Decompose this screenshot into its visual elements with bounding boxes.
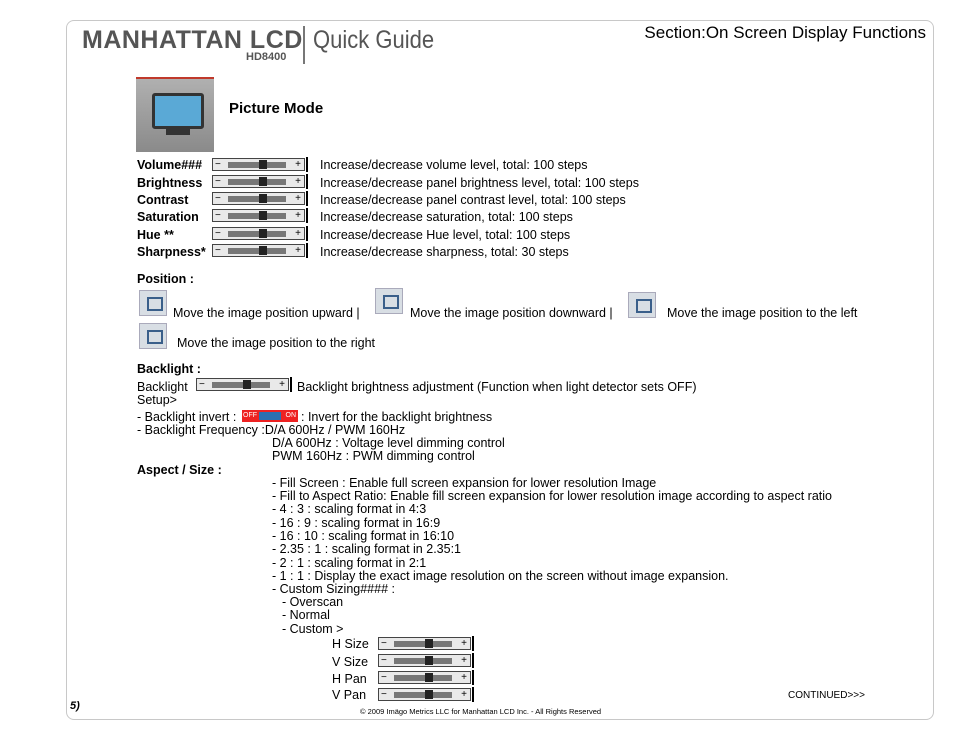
picture-mode-title: Picture Mode [229, 100, 324, 117]
saturation-slider[interactable]: − + [212, 209, 305, 222]
aspect-item: - 2 : 1 : scaling format in 2:1 [272, 556, 427, 570]
picture-mode-icon [136, 77, 214, 152]
backlight-slider[interactable]: − + [196, 378, 289, 391]
aspect-item: - 16 : 9 : scaling format in 16:9 [272, 516, 441, 530]
custom-item-overscan: - Overscan [282, 595, 344, 609]
desc-contrast: Increase/decrease panel contrast level, total: 100 steps [320, 193, 626, 207]
position-down-text: Move the image position downward | [410, 306, 613, 320]
page-number: 5) [70, 700, 80, 712]
backlight-invert-label: - Backlight invert : [137, 410, 237, 424]
backlight-invert-desc: : Invert for the backlight brightness [301, 410, 493, 424]
brightness-slider[interactable]: − + [212, 175, 305, 188]
label-contrast: Contrast [137, 193, 189, 207]
backlight-desc: Backlight brightness adjustment (Function when light detector sets OFF) [297, 380, 697, 394]
move-right-icon[interactable] [139, 323, 167, 349]
monitor-icon [152, 93, 204, 129]
toggle-knob [259, 412, 281, 420]
contrast-slider[interactable]: − + [212, 192, 305, 205]
label-h-pan: H Pan [332, 672, 367, 686]
aspect-item: - Custom Sizing#### : [272, 582, 395, 596]
position-left-text: Move the image position to the left [667, 306, 858, 320]
aspect-item: - Fill to Aspect Ratio: Enable fill screen expansion for lower resolution image according to aspect ratio [272, 489, 833, 503]
custom-item-custom: - Custom > [282, 622, 344, 636]
label-volume: Volume### [137, 158, 203, 172]
aspect-item: - 1 : 1 : Display the exact image resolution on the screen without image expansion. [272, 569, 729, 583]
label-hue: Hue ** [137, 228, 174, 242]
move-left-icon[interactable] [628, 292, 656, 318]
desc-brightness: Increase/decrease panel brightness level, total: 100 steps [320, 176, 639, 190]
label-brightness: Brightness [137, 176, 203, 190]
v-size-slider[interactable]: − + [378, 654, 471, 667]
aspect-item: - 16 : 10 : scaling format in 16:10 [272, 529, 455, 543]
model-number: HD8400 [246, 51, 287, 63]
backlight-frequency: - Backlight Frequency :D/A 600Hz / PWM 160Hz [137, 423, 406, 437]
hue-slider[interactable]: − + [212, 227, 305, 240]
backlight-setup: Setup> [137, 393, 177, 407]
h-size-slider[interactable]: − + [378, 637, 471, 650]
section-title: Section:On Screen Display Functions [644, 23, 926, 42]
desc-hue: Increase/decrease Hue level, total: 100 steps [320, 228, 571, 242]
copyright: © 2009 Imägo Metrics LLC for Manhattan LCD Inc. - All Rights Reserved [360, 707, 602, 716]
backlight-title: Backlight : [137, 362, 201, 376]
label-v-size: V Size [332, 655, 369, 669]
label-sharpness: Sharpness* [137, 245, 206, 259]
toggle-off-label: OFF [243, 412, 257, 419]
backlight-label: Backlight [137, 380, 188, 394]
h-pan-slider[interactable]: − + [378, 671, 471, 684]
custom-item-normal: - Normal [282, 608, 330, 622]
position-right-text: Move the image position to the right [177, 336, 376, 350]
label-h-size: H Size [332, 637, 369, 651]
v-pan-slider[interactable]: − + [378, 688, 471, 701]
continued-label: CONTINUED>>> [788, 690, 865, 701]
guide-title: Quick Guide [313, 26, 435, 54]
position-up-text: Move the image position upward | [173, 306, 360, 320]
desc-volume: Increase/decrease volume level, total: 100 steps [320, 158, 588, 172]
volume-slider[interactable]: − + [212, 158, 305, 171]
label-v-pan: V Pan [332, 688, 367, 702]
monitor-stand [166, 129, 190, 135]
backlight-invert-toggle[interactable] [242, 410, 298, 422]
aspect-item: - Fill Screen : Enable full screen expansion for lower resolution Image [272, 476, 657, 490]
aspect-item: - 2.35 : 1 : scaling format in 2.35:1 [272, 542, 461, 556]
sharpness-slider[interactable]: − + [212, 244, 305, 257]
toggle-on-label: ON [285, 412, 296, 419]
aspect-item: - 4 : 3 : scaling format in 4:3 [272, 502, 427, 516]
backlight-freq-pwm: PWM 160Hz : PWM dimming control [272, 449, 475, 463]
brand-logo: MANHATTAN LCD [82, 26, 303, 54]
header-divider [303, 26, 305, 64]
position-title: Position : [137, 272, 194, 286]
desc-saturation: Increase/decrease saturation, total: 100 steps [320, 210, 573, 224]
aspect-title: Aspect / Size : [137, 463, 222, 477]
move-up-icon[interactable] [139, 290, 167, 316]
backlight-freq-da: D/A 600Hz : Voltage level dimming control [272, 436, 505, 450]
move-down-icon[interactable] [375, 288, 403, 314]
label-saturation: Saturation [137, 210, 199, 224]
desc-sharpness: Increase/decrease sharpness, total: 30 steps [320, 245, 569, 259]
